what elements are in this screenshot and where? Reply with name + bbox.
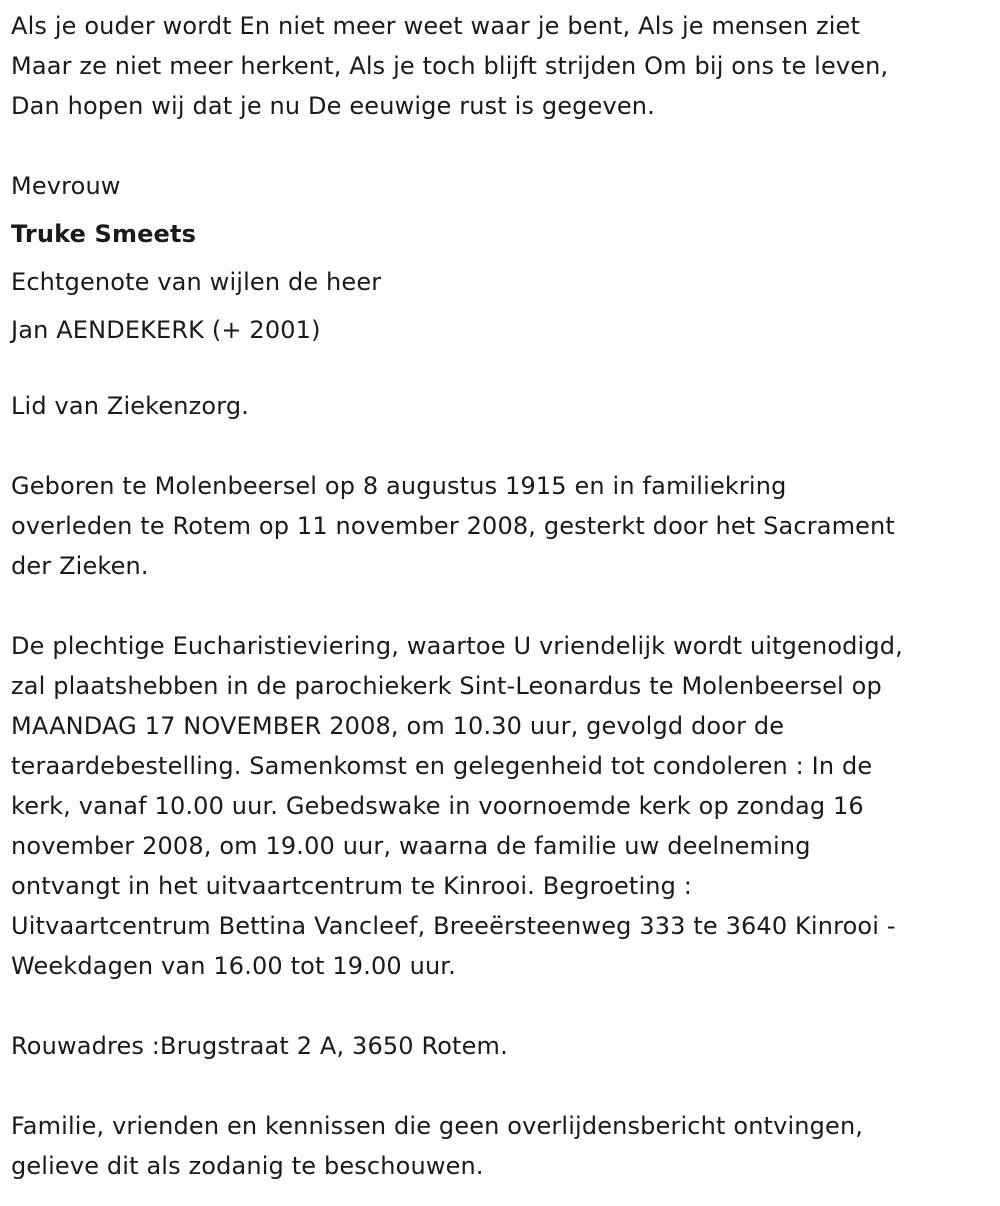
mourning-address: Rouwadres :Brugstraat 2 A, 3650 Rotem. <box>11 1032 508 1060</box>
ceremony-paragraph <box>11 626 996 986</box>
person-block <box>11 162 996 354</box>
poem-line: Als je ouder wordt En niet meer weet waar je bent, Als je mensen ziet <box>11 12 861 40</box>
spouse-name: Jan AENDEKERK (+ 2001) <box>11 316 321 344</box>
membership: Lid van Ziekenzorg. <box>11 392 249 420</box>
paragraph-line: Familie, vrienden en kennissen die geen overlijdensbericht ontvingen, <box>11 1112 864 1140</box>
paragraph-line: overleden te Rotem op 11 november 2008, gesterkt door het Sacrament <box>11 512 895 540</box>
paragraph-line: der Zieken. <box>11 552 149 580</box>
paragraph-line: Uitvaartcentrum Bettina Vancleef, Breeërsteenweg 333 te 3640 Kinrooi - <box>11 912 896 940</box>
poem <box>11 6 996 126</box>
obituary-document <box>11 0 996 1186</box>
deceased-name: Truke Smeets <box>11 220 197 248</box>
relation: Echtgenote van wijlen de heer <box>11 268 382 296</box>
paragraph-line: ontvangt in het uitvaartcentrum te Kinrooi. Begroeting : <box>11 872 693 900</box>
salutation: Mevrouw <box>11 172 121 200</box>
paragraph-line: kerk, vanaf 10.00 uur. Gebedswake in voornoemde kerk op zondag 16 <box>11 792 864 820</box>
paragraph-line: Weekdagen van 16.00 tot 19.00 uur. <box>11 952 456 980</box>
closing-paragraph <box>11 1106 996 1186</box>
poem-line: Maar ze niet meer herkent, Als je toch blijft strijden Om bij ons te leven, <box>11 52 889 80</box>
paragraph-line: teraardebestelling. Samenkomst en gelegenheid tot condoleren : In de <box>11 752 873 780</box>
paragraph-line: november 2008, om 19.00 uur, waarna de familie uw deelneming <box>11 832 811 860</box>
birth-death-paragraph <box>11 466 996 586</box>
paragraph-line: gelieve dit als zodanig te beschouwen. <box>11 1152 484 1180</box>
paragraph-line: Geboren te Molenbeersel op 8 augustus 1915 en in familiekring <box>11 472 787 500</box>
paragraph-line: MAANDAG 17 NOVEMBER 2008, om 10.30 uur, gevolgd door de <box>11 712 785 740</box>
paragraph-line: zal plaatshebben in de parochiekerk Sint-Leonardus te Molenbeersel op <box>11 672 882 700</box>
paragraph-line: De plechtige Eucharistieviering, waartoe U vriendelijk wordt uitgenodigd, <box>11 632 903 660</box>
poem-line: Dan hopen wij dat je nu De eeuwige rust is gegeven. <box>11 92 655 120</box>
